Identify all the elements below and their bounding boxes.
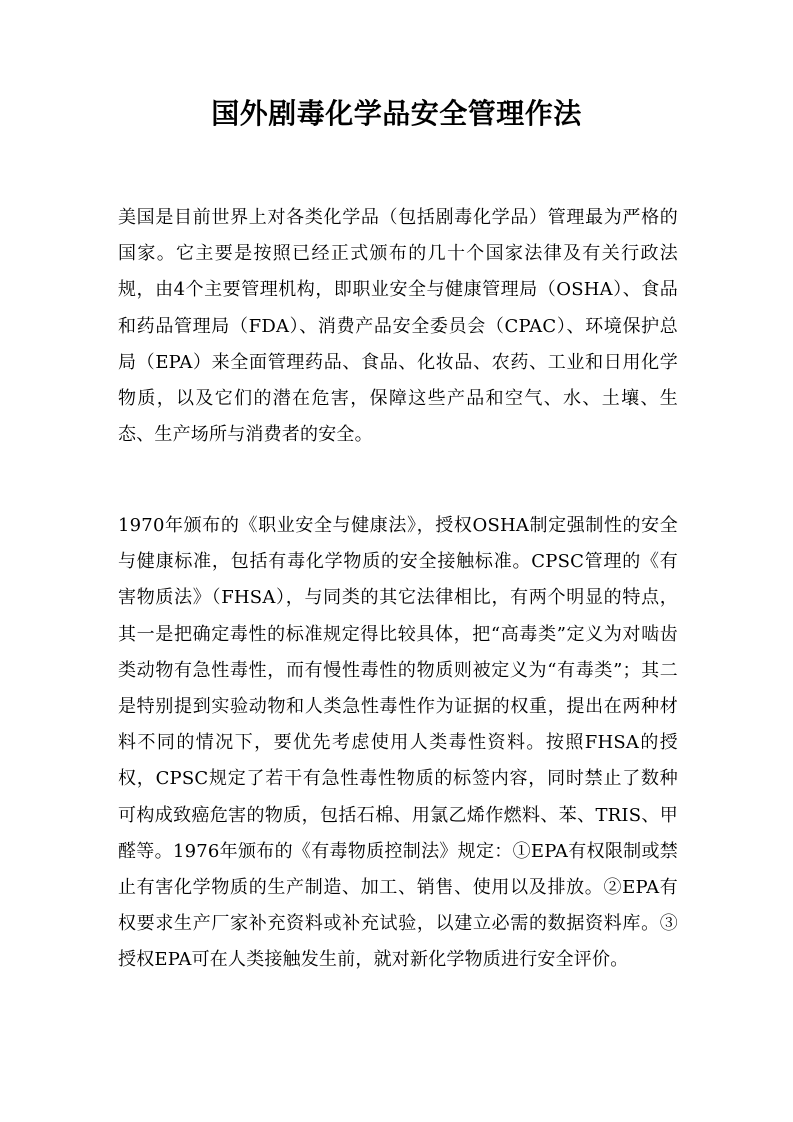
paragraph-us-laws: 1970年颁布的《职业安全与健康法》，授权OSHA制定强制性的安全与健康标准，包括有毒化学物质的安全接触标准。CPSC管理的《有害物质法》（FHSA），与同类的其它法律相比，有两个明显的特点，其一是把确定毒性的标准规定得比较具体，把“高毒类”定义为对啮齿类动物有急性毒性，而有慢性毒性的物质则被定义为“有毒类”；其二是特别提到实验动物和人类急性毒性作为证据的权重，提出在两种材料不同的情况下，要优先考虑使用人类毒性资料。按照FHSA的授权，CPSC规定了若干有急性毒性物质的标签内容，同时禁止了数种可构成致癌危害的物质，包括石棉、用氯乙烯作燃料、苯、TRIS、甲醛等。1976年颁布的《有毒物质控制法》规定：①EPA有权限制或禁止有害化学物质的生产制造、加工、销售、使用以及排放。②EPA有权要求生产厂家补充资料或补充试验，以建立必需的数据资料库。③授权EPA可在人类接触发生前，就对新化学物质进行安全评价。 xyxy=(118,515,678,971)
paragraph-us-overview: 美国是目前世界上对各类化学品（包括剧毒化学品）管理最为严格的国家。它主要是按照已经正式颁布的几十个国家法律及有关行政法规，由4个主要管理机构，即职业安全与健康管理局（OSHA）、食品和药品管理局（FDA）、消费产品安全委员会（CPAC）、环境保护总局（EPA）来全面管理药品、食品、化妆品、农药、工业和日用化学物质，以及它们的潜在危害，保障这些产品和空气、水、土壤、生态、生产场所与消费者的安全。 xyxy=(118,207,678,446)
page-title: 国外剧毒化学品安全管理作法 xyxy=(211,97,582,130)
